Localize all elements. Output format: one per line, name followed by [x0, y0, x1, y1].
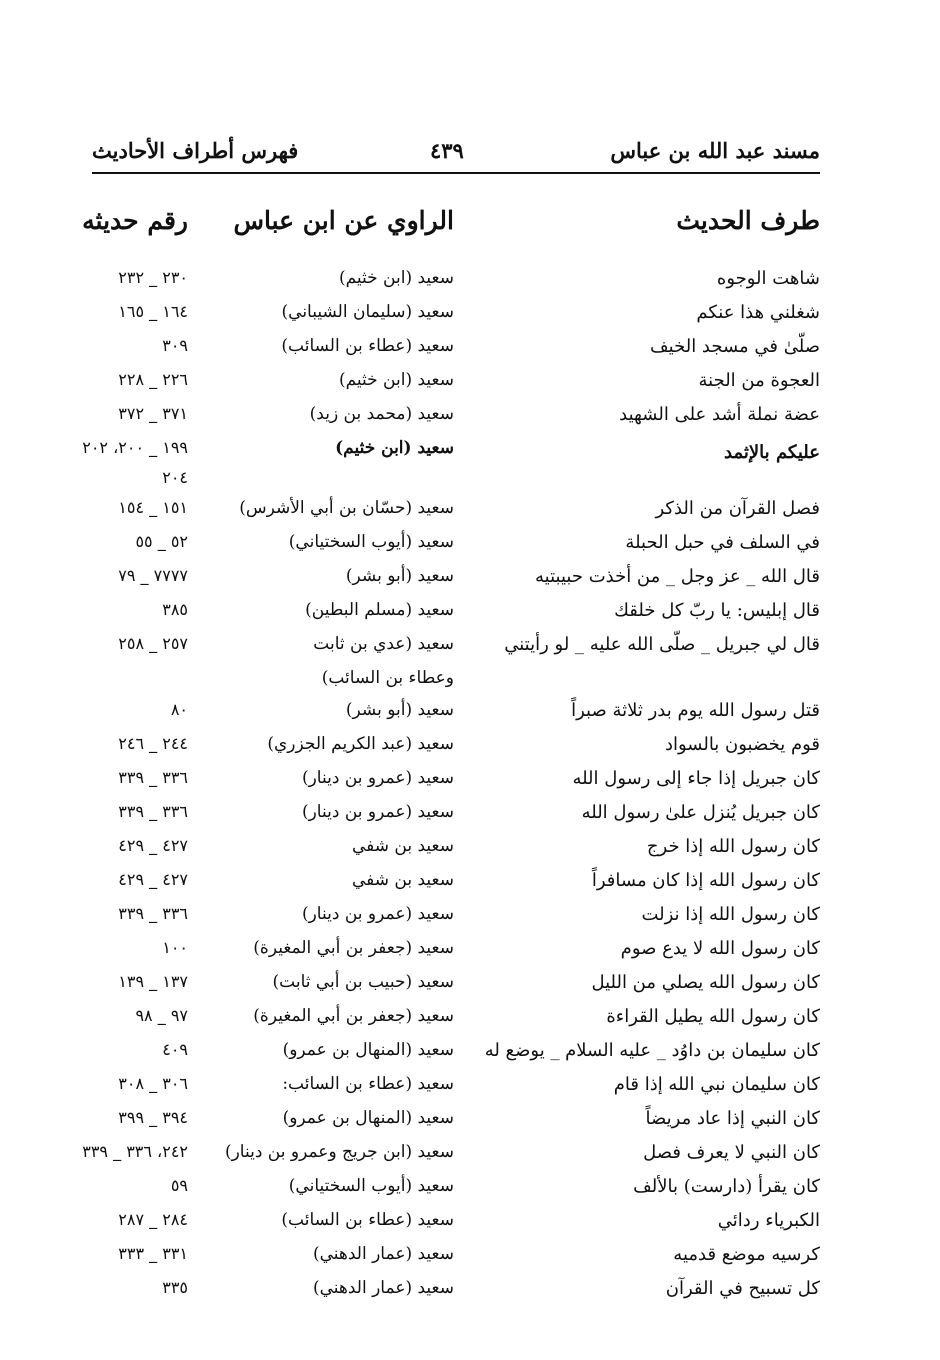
table-row — [0, 262, 940, 296]
table-row — [0, 830, 940, 864]
narrator-text: سعيد (جعفر بن أبي المغيرة) — [253, 1006, 454, 1026]
table-row — [0, 560, 940, 594]
hadith-number: ٥٩ — [170, 1176, 188, 1195]
narrator-text: سعيد (عطاء بن السائب) — [281, 336, 454, 356]
hadith-text: فصل القرآن من الذكر — [655, 498, 820, 519]
hadith-number: ٧٧٧٧ _ ٧٩ — [118, 566, 188, 585]
hadith-number: ٣٣٥ — [162, 1278, 188, 1297]
table-row — [0, 330, 940, 364]
narrator-text: سعيد (عبد الكريم الجزري) — [267, 734, 454, 754]
column-header-narrator: الراوي عن ابن عباس — [233, 206, 454, 235]
narrator-text: سعيد (المنهال بن عمرو) — [282, 1108, 454, 1128]
running-header — [0, 138, 940, 172]
hadith-number: ٣٨٥ — [162, 600, 188, 619]
hadith-number: ٤٢٧ _ ٤٢٩ — [118, 836, 188, 855]
column-header-number: رقم حديثه — [82, 206, 188, 235]
table-row — [0, 628, 940, 662]
index-table — [0, 262, 940, 1306]
table-row — [0, 296, 940, 330]
hadith-text: كان رسول الله يطيل القراءة — [606, 1006, 820, 1027]
hadith-text: كان يقرأ (دارست) بالألف — [633, 1176, 820, 1197]
hadith-number: ١٥١ _ ١٥٤ — [118, 498, 188, 517]
hadith-number: ٤٢٧ _ ٤٢٩ — [118, 870, 188, 889]
hadith-number: ٣٠٦ _ ٣٠٨ — [118, 1074, 188, 1093]
table-row — [0, 492, 940, 526]
narrator-text: سعيد (المنهال بن عمرو) — [282, 1040, 454, 1060]
hadith-number: ٢٥٧ _ ٢٥٨ — [118, 634, 188, 653]
table-row — [0, 526, 940, 560]
narrator-text: سعيد (عمرو بن دينار) — [301, 802, 454, 822]
narrator-text: سعيد (حسّان بن أبي الأشرس) — [239, 498, 454, 518]
narrator-text: سعيد (أيوب السختياني) — [288, 532, 454, 552]
hadith-number: ٣٧١ _ ٣٧٢ — [118, 404, 188, 423]
narrator-text: سعيد (جعفر بن أبي المغيرة) — [253, 938, 454, 958]
narrator-text: سعيد (حبيب بن أبي ثابت) — [272, 972, 454, 992]
table-row — [0, 1272, 940, 1306]
table-row — [0, 1034, 940, 1068]
narrator-text: سعيد (محمد بن زيد) — [309, 404, 454, 424]
table-row — [0, 864, 940, 898]
narrator-text: سعيد (عطاء بن السائب) — [281, 1210, 454, 1230]
hadith-text: شاهت الوجوه — [716, 268, 820, 289]
hadith-number: ١٦٤ _ ١٦٥ — [118, 302, 188, 321]
hadith-text: كان النبي لا يعرف فصل — [643, 1142, 820, 1163]
hadith-number: ٣٣٦ _ ٣٣٩ — [118, 768, 188, 787]
hadith-number: ٢٤٢، ٣٣٦ _ ٣٣٩ — [82, 1142, 188, 1161]
hadith-text: قوم يخضبون بالسواد — [664, 734, 820, 755]
table-row — [0, 1238, 940, 1272]
hadith-number: ٢٨٤ _ ٢٨٧ — [118, 1210, 188, 1229]
table-row — [0, 1136, 940, 1170]
narrator-text: سعيد (ابن خثيم) — [338, 370, 454, 390]
hadith-number: ٣٩٤ _ ٣٩٩ — [118, 1108, 188, 1127]
hadith-number: ٢٢٦ _ ٢٢٨ — [118, 370, 188, 389]
table-row — [0, 432, 940, 492]
hadith-number: ٥٢ _ ٥٥ — [135, 532, 188, 551]
hadith-number: ٨٠ — [170, 700, 188, 719]
hadith-text: كان رسول الله إذا كان مسافراً — [591, 870, 820, 891]
table-row — [0, 398, 940, 432]
hadith-text: عليكم بالإثمد — [724, 442, 820, 463]
hadith-text: صلّىٰ في مسجد الخيف — [650, 336, 820, 357]
narrator-text: سعيد (ابن خثيم) — [338, 268, 454, 288]
hadith-text: كان جبريل إذا جاء إلى رسول الله — [572, 768, 820, 789]
hadith-number: ٤٠٩ — [162, 1040, 188, 1059]
header-rule — [92, 172, 820, 174]
narrator-text: سعيد (ابن خثيم) — [335, 438, 454, 458]
table-row — [0, 1170, 940, 1204]
narrator-text: سعيد (عمار الدهني) — [312, 1278, 454, 1298]
hadith-text: قال إبليس: يا ربّ كل خلقك — [614, 600, 820, 621]
hadith-text: كان سليمان بن داوُد _ عليه السلام _ يوضع له — [484, 1040, 820, 1061]
hadith-number: ١٩٩ _ ٢٠٠، ٢٠٢ — [82, 438, 188, 457]
table-row — [0, 898, 940, 932]
hadith-number: ٣٣٦ _ ٣٣٩ — [118, 904, 188, 923]
narrator-text: سعيد (عمار الدهني) — [312, 1244, 454, 1264]
table-row — [0, 694, 940, 728]
hadith-text: كرسيه موضع قدميه — [673, 1244, 820, 1265]
hadith-number-continued: ٢٠٤ — [162, 468, 188, 487]
book-title: مسند عبد الله بن عباس — [610, 138, 820, 163]
hadith-text: الكبرياء ردائي — [717, 1210, 820, 1231]
hadith-number: ١٣٧ _ ١٣٩ — [118, 972, 188, 991]
hadith-text: كان رسول الله إذا نزلت — [641, 904, 820, 925]
narrator-text: سعيد (أيوب السختياني) — [288, 1176, 454, 1196]
hadith-text: شغلني هذا عنكم — [696, 302, 820, 323]
table-row — [0, 662, 940, 694]
column-header-hadith: طرف الحديث — [676, 206, 820, 235]
narrator-text: سعيد بن شفي — [352, 836, 454, 856]
hadith-text: كان رسول الله لا يدع صوم — [620, 938, 820, 959]
table-row — [0, 1068, 940, 1102]
table-row — [0, 932, 940, 966]
page-number: ٤٣٩ — [430, 138, 464, 163]
table-row — [0, 364, 940, 398]
hadith-number: ٣٠٩ — [162, 336, 188, 355]
hadith-text: كان النبي إذا عاد مريضاً — [645, 1108, 820, 1129]
hadith-number: ٩٧ _ ٩٨ — [135, 1006, 188, 1025]
table-row — [0, 728, 940, 762]
narrator-text: سعيد بن شفي — [352, 870, 454, 890]
narrator-text: سعيد (سليمان الشيباني) — [281, 302, 454, 322]
narrator-text: سعيد (عمرو بن دينار) — [301, 768, 454, 788]
table-row — [0, 1102, 940, 1136]
table-row — [0, 966, 940, 1000]
narrator-text: سعيد (أبو بشر) — [345, 566, 454, 586]
hadith-text: كان جبريل يُنزل علىٰ رسول الله — [581, 802, 820, 823]
narrator-text: وعطاء بن السائب) — [321, 668, 454, 688]
table-row — [0, 1000, 940, 1034]
hadith-text: كل تسبيح في القرآن — [665, 1278, 820, 1299]
hadith-text: كان رسول الله إذا خرج — [646, 836, 820, 857]
narrator-text: سعيد (أبو بشر) — [345, 700, 454, 720]
narrator-text: سعيد (ابن جريج وعمرو بن دينار) — [224, 1142, 454, 1162]
table-row — [0, 1204, 940, 1238]
hadith-text: قال الله _ عز وجل _ من أخذت حبيبتيه — [535, 566, 820, 587]
table-row — [0, 762, 940, 796]
narrator-text: سعيد (عطاء بن السائب: — [282, 1074, 454, 1094]
hadith-number: ١٠٠ — [162, 938, 188, 957]
narrator-text: سعيد (مسلم البطين) — [305, 600, 454, 620]
hadith-text: قتل رسول الله يوم بدر ثلاثة صبراً — [571, 700, 820, 721]
hadith-number: ٣٣٦ _ ٣٣٩ — [118, 802, 188, 821]
hadith-text: كان رسول الله يصلي من الليل — [591, 972, 820, 993]
table-row — [0, 796, 940, 830]
table-row — [0, 594, 940, 628]
hadith-text: العجوة من الجنة — [698, 370, 820, 391]
narrator-text: سعيد (عدي بن ثابت — [313, 634, 454, 654]
hadith-number: ٢٤٤ _ ٢٤٦ — [118, 734, 188, 753]
narrator-text: سعيد (عمرو بن دينار) — [301, 904, 454, 924]
hadith-text: كان سليمان نبي الله إذا قام — [613, 1074, 820, 1095]
hadith-text: قال لي جبريل _ صلّى الله عليه _ لو رأيتني — [504, 634, 820, 655]
section-title: فهرس أطراف الأحاديث — [92, 138, 299, 163]
hadith-text: عضة نملة أشد على الشهيد — [619, 404, 820, 425]
hadith-number: ٣٣١ _ ٣٣٣ — [118, 1244, 188, 1263]
hadith-number: ٢٣٠ _ ٢٣٢ — [118, 268, 188, 287]
hadith-text: في السلف في حبل الحبلة — [625, 532, 820, 553]
